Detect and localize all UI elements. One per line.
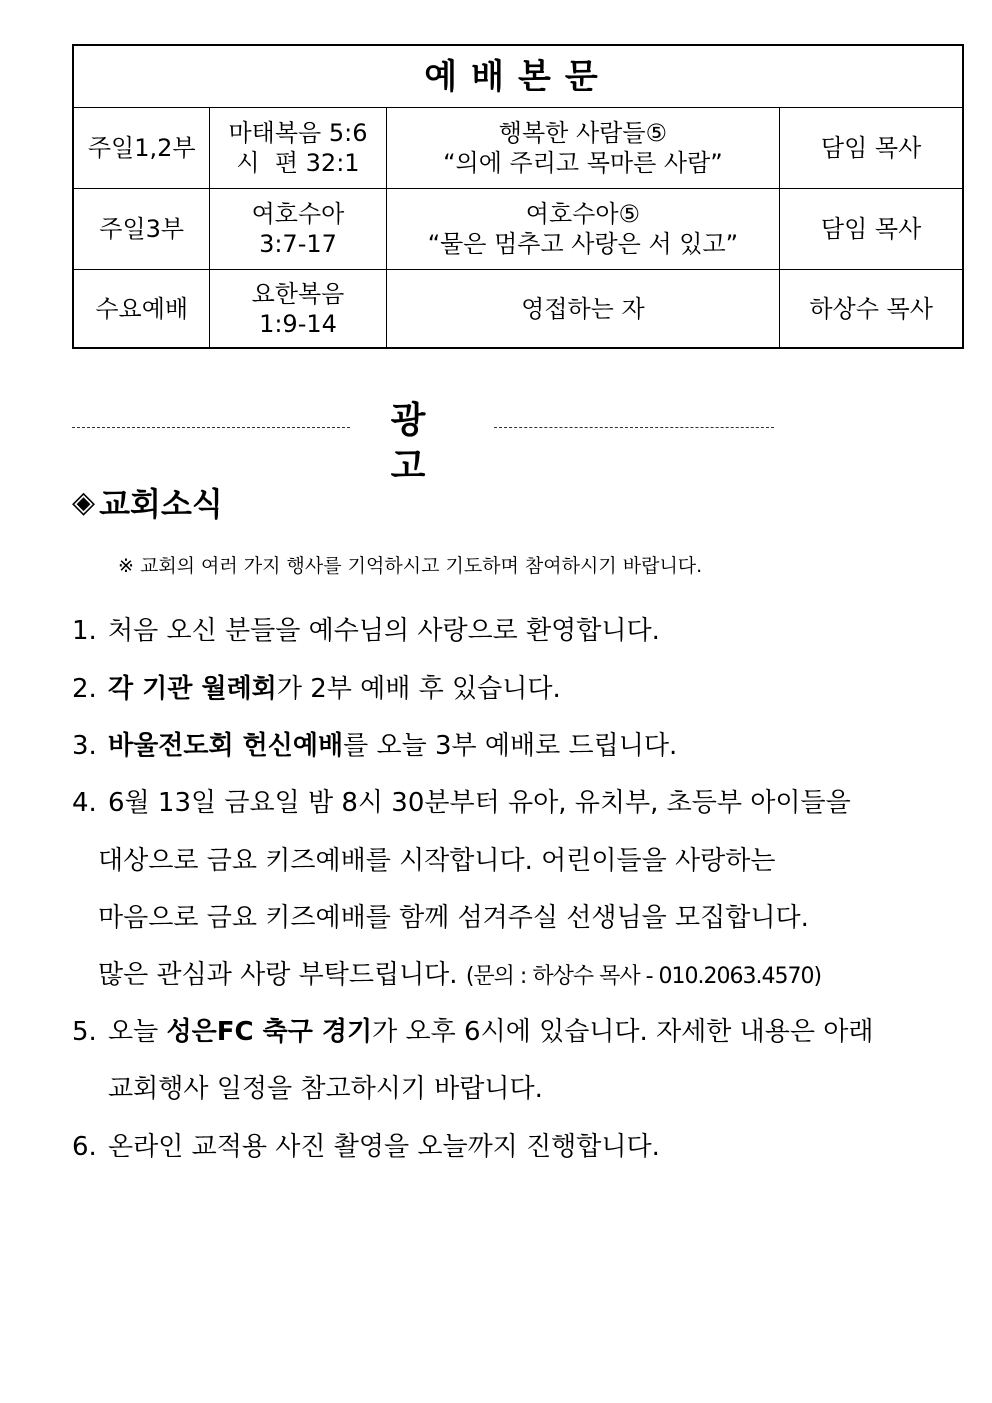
item-highlight: 성은FC 축구 경기 [166, 1017, 373, 1047]
ads-header [72, 398, 774, 487]
scripture-line: 1:9-14 [259, 309, 337, 338]
sermon-title-line: “의에 주리고 목마른 사람” [443, 149, 723, 177]
preacher: 하상수 목사 [780, 270, 963, 349]
contact-info: (문의 : 하상수 목사 - 010.2063.4570) [465, 964, 822, 989]
table-row [73, 270, 963, 349]
church-news-heading [72, 480, 223, 524]
announcement-item [72, 614, 660, 648]
item-text: 가 오후 6시에 있습니다. 자세한 내용은 아래 [372, 1017, 874, 1047]
divider [72, 427, 350, 428]
diamond-bullet-icon: ◈ [72, 484, 96, 520]
item-number: 1. [72, 616, 97, 646]
scripture-line: 여호수아 [251, 200, 345, 228]
scripture [210, 108, 386, 189]
announcement-item [72, 729, 677, 763]
item-highlight: 바울전도회 헌신예배 [108, 731, 344, 761]
scripture-line: 마태복음 5:6 [228, 119, 368, 147]
item-text: 많은 관심과 사랑 부탁드립니다. [98, 960, 458, 990]
scripture [210, 270, 386, 349]
scripture [210, 189, 386, 270]
item-number: 5. [72, 1017, 97, 1047]
table-row [73, 108, 963, 189]
item-continuation: 대상으로 금요 키즈예배를 시작합니다. 어린이들을 사랑하는 [98, 846, 776, 876]
item-text: 처음 오신 분들을 예수님의 사랑으로 환영합니다. [108, 616, 660, 646]
item-number: 2. [72, 674, 97, 704]
scripture-line: 3:7-17 [259, 230, 337, 258]
item-continuation: 교회행사 일정을 참고하시기 바랍니다. [108, 1074, 543, 1104]
announcement-item [72, 672, 561, 706]
sermon-title-line: 영접하는 자 [521, 294, 645, 323]
announcement-item [72, 786, 851, 820]
sermon-title-line: “물은 멈추고 사랑은 서 있고” [427, 230, 739, 258]
service-name: 주일3부 [73, 189, 210, 270]
preacher: 담임 목사 [780, 189, 963, 270]
item-number: 4. [72, 788, 97, 818]
service-name: 주일1,2부 [73, 108, 210, 189]
sermon-title [386, 270, 780, 349]
announcement-item [72, 1015, 874, 1049]
item-text: 를 오늘 3부 예배로 드립니다. [343, 731, 678, 761]
announcement-item [72, 1130, 660, 1164]
divider [494, 427, 774, 428]
sermon-title [386, 189, 780, 270]
item-number: 6. [72, 1132, 97, 1162]
church-news-notice: ※ 교회의 여러 가지 행사를 기억하시고 기도하며 참여하시기 바랍니다. [118, 555, 703, 577]
item-text: 오늘 [108, 1017, 167, 1047]
item-text: 가 2부 예배 후 있습니다. [276, 674, 561, 704]
church-news-title: 교회소식 [99, 485, 223, 523]
scripture-line: 시 편 32:1 [236, 149, 360, 177]
item-text: 6월 13일 금요일 밤 8시 30분부터 유아, 유치부, 초등부 아이들을 [108, 788, 851, 818]
item-continuation [98, 958, 821, 994]
sermon-table-title: 예배본문 [73, 45, 963, 108]
ads-title: 광고 [390, 400, 454, 487]
sermon-title-line: 여호수아⑤ [525, 200, 641, 228]
item-continuation: 마음으로 금요 키즈예배를 함께 섬겨주실 선생님을 모집합니다. [98, 903, 809, 933]
preacher: 담임 목사 [780, 108, 963, 189]
service-name: 수요예배 [73, 270, 210, 349]
sermon-title-line: 행복한 사람들⑤ [498, 119, 668, 147]
scripture-line: 요한복음 [251, 279, 345, 308]
sermon-table [72, 44, 964, 349]
item-text: 온라인 교적용 사진 촬영을 오늘까지 진행합니다. [108, 1132, 660, 1162]
table-row [73, 189, 963, 270]
sermon-title [386, 108, 780, 189]
item-highlight: 각 기관 월례회 [108, 674, 277, 704]
item-number: 3. [72, 731, 97, 761]
